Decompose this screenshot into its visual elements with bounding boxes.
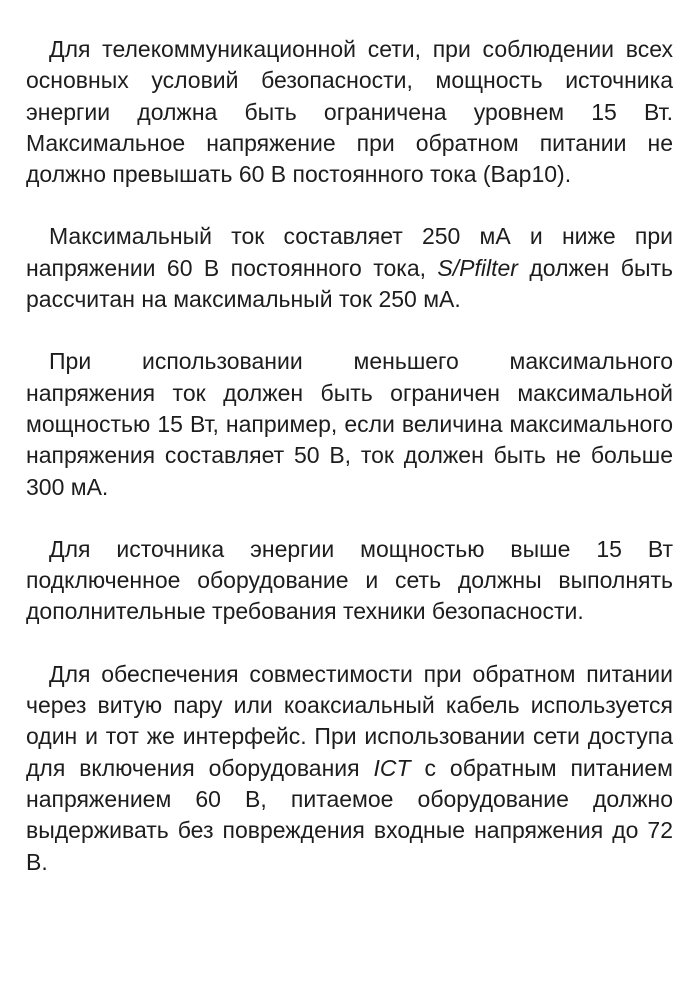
paragraph-compatibility	[26, 659, 673, 878]
paragraph-text: Для обеспечения совместимости при обратном питании через витую пару или коаксиальный кабель используется один и тот же интерфейс. При использовании сети доступа для включения оборудования	[26, 660, 673, 781]
paragraph-power-limit	[26, 34, 673, 190]
paragraph-text: Для источника энергии мощностью выше 15 Вт подключенное оборудование и сеть должны выполнять дополнительные требования техники безопасности.	[26, 535, 673, 625]
paragraph-max-current	[26, 221, 673, 315]
paragraph-text: с обратным питанием напряжением 60 В, питаемое оборудование должно выдерживать без повреждения входные напряжения до 72 В.	[26, 754, 673, 875]
paragraph-lower-voltage	[26, 346, 673, 502]
paragraph-higher-power	[26, 534, 673, 628]
paragraph-text: Для телекоммуникационной сети, при соблюдении всех основных условий безопасности, мощность источника энергии должна быть ограничена уровнем 15 Вт. Максимальное напряжение при обратном питании не должно превышать 60 В постоянного тока (Вар10).	[26, 36, 673, 188]
paragraph-text: При использовании меньшего максимального напряжения ток должен быть ограничен максимальной мощностью 15 Вт, например, если величина максимального напряжения составляет 50 В, ток должен быть не больше 300 мА.	[26, 348, 673, 500]
paragraph-text: должен быть рассчитан на максимальный ток 250 мА.	[26, 254, 673, 313]
term-ict: ICT	[373, 754, 411, 781]
term-spfilter: S/Pfilter	[437, 254, 518, 281]
paragraph-text: Максимальный ток составляет 250 мА и ниже при напряжении 60 В постоянного тока,	[26, 223, 673, 281]
